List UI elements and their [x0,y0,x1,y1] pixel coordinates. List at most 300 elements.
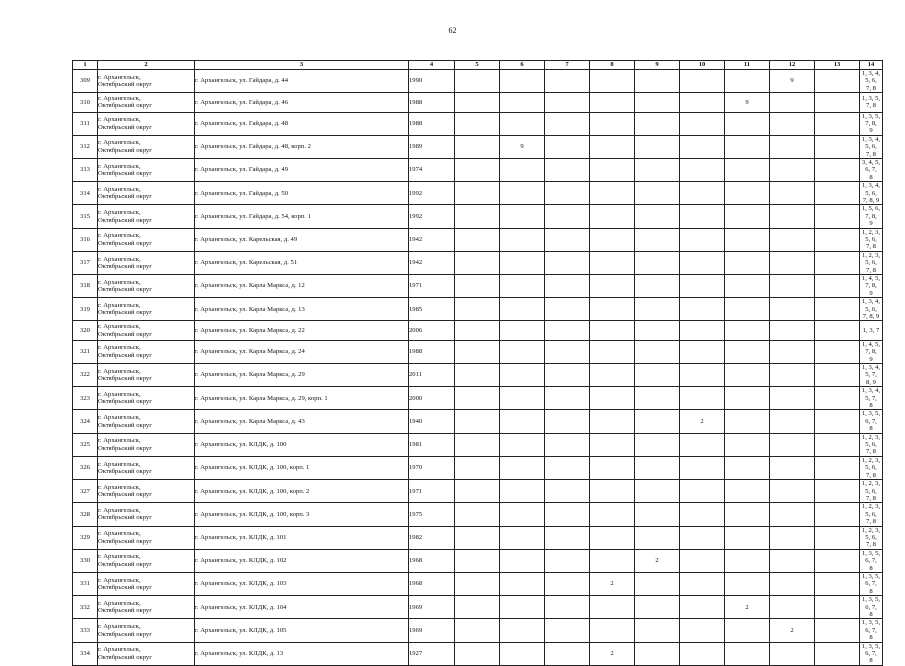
year-cell: 1992 [409,182,455,205]
value-cell-10 [680,70,725,93]
value-cell-5 [455,572,500,595]
value-cell-8 [590,526,635,549]
table-row [73,135,883,158]
district-cell-line: г. Архангельск, [98,390,141,398]
codes-cell [860,480,883,503]
table-row [73,526,883,549]
district-cell-line: Октябрьский округ [98,102,152,110]
district-cell-line: г. Архангельск, [98,323,141,331]
value-cell-8 [590,93,635,112]
row-number: 332 [73,596,98,619]
table-row [73,410,883,433]
value-cell-11 [725,182,770,205]
district-cell [98,503,195,526]
value-cell-13 [815,158,860,181]
value-cell-7 [545,572,590,595]
codes-cell [860,596,883,619]
address-cell: г. Архангельск, ул. КЛДК, д. 101 [195,526,409,549]
codes-cell-line: 8 [869,402,873,410]
column-header-8: 8 [590,61,635,70]
address-cell: г. Архангельск, ул. КЛДК, д. 100, корп. 1 [195,456,409,479]
district-cell-line: г. Архангельск, [98,646,141,654]
value-cell-8: 2 [590,642,635,665]
district-cell-line: Октябрьский округ [98,491,152,499]
district-cell [98,572,195,595]
district-cell-line: Октябрьский округ [98,309,152,317]
district-cell-line: г. Архангельск, [98,301,141,309]
codes-cell-line: 1, 3, 4, 5, 6, [861,70,881,85]
row-number: 310 [73,93,98,112]
value-cell-6 [500,228,545,251]
codes-cell-line: 8 [869,611,873,618]
value-cell-11 [725,205,770,228]
address-cell: г. Архангельск, ул. Карла Маркса, д. 29, корп. 1 [195,387,409,410]
codes-cell [860,112,883,135]
row-number: 327 [73,480,98,503]
column-header-2: 2 [98,61,195,70]
district-cell-line: Октябрьский округ [98,375,152,383]
value-cell-11 [725,158,770,181]
value-cell-5 [455,456,500,479]
value-cell-10 [680,158,725,181]
district-cell-line: г. Архангельск, [98,460,141,468]
district-cell [98,70,195,93]
value-cell-8 [590,387,635,410]
row-number: 314 [73,182,98,205]
value-cell-11 [725,572,770,595]
table-row [73,112,883,135]
district-cell-line: г. Архангельск, [98,116,141,124]
codes-cell [860,503,883,526]
address-cell: г. Архангельск, ул. Гайдара, д. 54, корп. 1 [195,205,409,228]
value-cell-12 [770,321,815,340]
value-cell-11 [725,526,770,549]
value-cell-5 [455,251,500,274]
value-cell-11 [725,340,770,363]
value-cell-13 [815,387,860,410]
value-cell-7 [545,70,590,93]
value-cell-7 [545,135,590,158]
value-cell-9 [635,387,680,410]
table-row [73,158,883,181]
column-header-11: 11 [725,61,770,70]
value-cell-8: 2 [590,572,635,595]
value-cell-9 [635,275,680,298]
year-cell: 1988 [409,112,455,135]
codes-cell-line: 1, 2, 3, 5, 6, [861,251,881,267]
value-cell-12 [770,433,815,456]
codes-cell-line: 7, 8 [866,243,876,251]
district-cell-line: Октябрьский округ [98,123,152,131]
value-cell-9 [635,619,680,642]
value-cell-12 [770,205,815,228]
value-cell-13 [815,619,860,642]
value-cell-9 [635,93,680,112]
address-cell: г. Архангельск, ул. Карла Маркса, д. 22 [195,321,409,340]
district-cell-line: г. Архангельск, [98,344,141,352]
row-number: 323 [73,387,98,410]
codes-cell [860,642,883,665]
value-cell-10 [680,182,725,205]
codes-cell [860,364,883,387]
codes-cell-line: 1, 3, 5, 6, 7, [861,619,881,634]
address-cell: г. Архангельск, ул. КЛДК, д. 104 [195,596,409,619]
codes-cell-line: 3, 4, 5, 6, 7, [861,158,881,174]
value-cell-8 [590,135,635,158]
value-cell-5 [455,205,500,228]
year-cell: 1942 [409,228,455,251]
year-cell: 1988 [409,340,455,363]
value-cell-7 [545,410,590,433]
address-cell: г. Архангельск, ул. Гайдара, д. 48, корп. 2 [195,135,409,158]
year-cell: 1927 [409,642,455,665]
year-cell: 1940 [409,410,455,433]
column-header-1: 1 [73,61,98,70]
district-cell [98,619,195,642]
value-cell-6 [500,182,545,205]
district-cell-line: г. Архангельск, [98,185,141,193]
value-cell-8 [590,503,635,526]
address-cell: г. Архангельск, ул. КЛДК, д. 105 [195,619,409,642]
codes-cell [860,251,883,274]
value-cell-5 [455,433,500,456]
year-cell: 1989 [409,135,455,158]
codes-cell-line: 7, 8 [866,84,876,92]
codes-cell-line: 8 [869,425,873,433]
value-cell-9 [635,642,680,665]
value-cell-8 [590,158,635,181]
codes-cell-line: 1, 4, 5, 7, 8, [861,275,881,290]
district-cell [98,321,195,340]
district-cell [98,596,195,619]
codes-cell [860,228,883,251]
value-cell-6 [500,275,545,298]
value-cell-8 [590,228,635,251]
column-header-13: 13 [815,61,860,70]
codes-cell-line: 1, 3, 5, 6, 7, [861,549,881,565]
codes-cell-line: 8 [869,634,873,642]
codes-cell-line: 1, 2, 3, 5, 6, [861,503,881,518]
value-cell-5 [455,596,500,619]
row-number: 329 [73,526,98,549]
value-cell-8 [590,619,635,642]
value-cell-5 [455,93,500,112]
value-cell-5 [455,364,500,387]
value-cell-10 [680,112,725,135]
value-cell-12 [770,251,815,274]
value-cell-12 [770,526,815,549]
value-cell-8 [590,205,635,228]
value-cell-7 [545,93,590,112]
district-cell-line: Октябрьский округ [98,444,152,452]
value-cell-9 [635,298,680,321]
value-cell-11: 2 [725,596,770,619]
value-cell-6 [500,340,545,363]
value-cell-13 [815,182,860,205]
codes-cell-line: 7, 8, 9 [862,196,880,204]
value-cell-8 [590,298,635,321]
row-number: 311 [73,112,98,135]
district-cell-line: Октябрьский округ [98,330,152,338]
row-number: 319 [73,298,98,321]
value-cell-12 [770,642,815,665]
codes-cell [860,93,883,112]
district-cell-line: г. Архангельск, [98,414,141,422]
value-cell-12 [770,112,815,135]
row-number: 315 [73,205,98,228]
page-number: 62 [448,26,457,35]
district-cell-line: г. Архангельск, [98,73,141,81]
district-cell-line: Октябрьский округ [98,537,152,545]
value-cell-10 [680,205,725,228]
table-row [73,619,883,642]
value-cell-8 [590,596,635,619]
value-cell-6 [500,549,545,572]
value-cell-5 [455,410,500,433]
value-cell-5 [455,158,500,181]
value-cell-9 [635,503,680,526]
codes-cell-line: 1, 3, 5, 7, 8, [861,112,881,127]
value-cell-11 [725,364,770,387]
value-cell-9 [635,410,680,433]
year-cell: 1982 [409,526,455,549]
codes-cell-line: 1, 3, 5, 6, 7, [861,572,881,588]
codes-cell-line: 7, 8 [866,471,876,479]
value-cell-10: 2 [680,410,725,433]
value-cell-7 [545,619,590,642]
value-cell-11 [725,387,770,410]
value-cell-9 [635,135,680,158]
value-cell-11 [725,503,770,526]
value-cell-7 [545,228,590,251]
year-cell: 1985 [409,298,455,321]
district-cell-line: Октябрьский округ [98,560,152,568]
district-cell [98,228,195,251]
value-cell-11 [725,480,770,503]
value-cell-5 [455,70,500,93]
table-row [73,596,883,619]
value-cell-13 [815,112,860,135]
row-number: 312 [73,135,98,158]
district-cell-line: Октябрьский округ [98,398,152,406]
district-cell [98,480,195,503]
value-cell-11 [725,321,770,340]
value-cell-9 [635,182,680,205]
value-cell-13 [815,549,860,572]
codes-cell-line: 1, 5, 6, 7, 8, [861,205,881,220]
value-cell-6 [500,93,545,112]
value-cell-9 [635,228,680,251]
value-cell-13 [815,251,860,274]
value-cell-6 [500,251,545,274]
value-cell-11 [725,275,770,298]
codes-cell-line: 1, 3, 5, 6, 7, [861,596,881,611]
table-row [73,93,883,112]
codes-cell-line: 1, 3, 4, 5, 6, [861,135,881,151]
value-cell-13 [815,70,860,93]
district-cell-line: Октябрьский округ [98,467,152,475]
address-cell: г. Архангельск, ул. Карла Маркса, д. 13 [195,298,409,321]
codes-cell-line: 7, 8 [866,494,876,502]
value-cell-8 [590,364,635,387]
row-number: 317 [73,251,98,274]
district-cell [98,182,195,205]
value-cell-5 [455,228,500,251]
table-row [73,387,883,410]
codes-cell-line: 1, 3, 4, 5, 7, [861,364,881,379]
year-cell: 1981 [409,433,455,456]
value-cell-5 [455,619,500,642]
value-cell-12 [770,340,815,363]
value-cell-12 [770,549,815,572]
value-cell-6: 9 [500,135,545,158]
value-cell-5 [455,182,500,205]
district-cell [98,387,195,410]
column-header-12: 12 [770,61,815,70]
table-row [73,251,883,274]
codes-cell-line: 1, 4, 5, 7, 8, [861,340,881,356]
value-cell-8 [590,70,635,93]
value-cell-12 [770,158,815,181]
year-cell: 1992 [409,205,455,228]
value-cell-7 [545,387,590,410]
year-cell: 1942 [409,251,455,274]
year-cell: 1968 [409,572,455,595]
table-row [73,298,883,321]
value-cell-13 [815,228,860,251]
codes-cell [860,456,883,479]
row-number: 322 [73,364,98,387]
district-cell-line: г. Архангельск, [98,483,141,491]
district-cell-line: Октябрьский округ [98,630,152,638]
row-number: 324 [73,410,98,433]
codes-cell [860,526,883,549]
row-number: 320 [73,321,98,340]
district-cell-line: г. Архангельск, [98,599,141,607]
district-cell-line: Октябрьский округ [98,216,152,224]
value-cell-6 [500,526,545,549]
year-cell: 1990 [409,70,455,93]
codes-cell-line: 8 [869,657,873,665]
district-cell [98,112,195,135]
address-cell: г. Архангельск, ул. Гайдара, д. 44 [195,70,409,93]
row-number: 318 [73,275,98,298]
value-cell-7 [545,205,590,228]
value-cell-10 [680,596,725,619]
value-cell-9 [635,205,680,228]
value-cell-8 [590,112,635,135]
district-cell [98,298,195,321]
row-number: 309 [73,70,98,93]
codes-cell-line: 1, 2, 3, 5, 6, [861,526,881,541]
column-header-3: 3 [195,61,409,70]
value-cell-6 [500,410,545,433]
address-cell: г. Архангельск, ул. Гайдара, д. 50 [195,182,409,205]
value-cell-6 [500,642,545,665]
year-cell: 1969 [409,596,455,619]
codes-cell-line: 8 [869,564,873,572]
value-cell-7 [545,112,590,135]
address-cell: г. Архангельск, ул. КЛДК, д. 102 [195,549,409,572]
value-cell-7 [545,642,590,665]
district-cell-line: Октябрьский округ [98,584,152,592]
row-number: 313 [73,158,98,181]
codes-cell-line: 9 [869,289,873,297]
district-cell-line: Октябрьский округ [98,239,152,247]
table-row [73,549,883,572]
district-cell [98,275,195,298]
value-cell-10 [680,387,725,410]
value-cell-5 [455,112,500,135]
codes-cell [860,158,883,181]
value-cell-13 [815,642,860,665]
table-row [73,321,883,340]
value-cell-7 [545,433,590,456]
district-cell [98,93,195,112]
value-cell-11 [725,549,770,572]
column-header-10: 10 [680,61,725,70]
codes-cell-line: 1, 2, 3, 5, 6, [861,228,881,244]
address-cell: г. Архангельск, ул. Гайдара, д. 49 [195,158,409,181]
column-header-14: 14 [860,61,883,70]
value-cell-8 [590,321,635,340]
value-cell-6 [500,364,545,387]
value-cell-6 [500,480,545,503]
address-cell: г. Архангельск, ул. КЛДК, д. 100, корп. 2 [195,480,409,503]
value-cell-8 [590,410,635,433]
value-cell-9 [635,364,680,387]
row-number: 328 [73,503,98,526]
value-cell-13 [815,275,860,298]
value-cell-5 [455,387,500,410]
codes-cell-line: 8 [869,173,873,181]
value-cell-10 [680,93,725,112]
district-cell-line: г. Архангельск, [98,162,141,170]
value-cell-7 [545,596,590,619]
value-cell-11: 9 [725,93,770,112]
value-cell-12 [770,93,815,112]
codes-cell-line: 1, 3, 4, 5, 6, [861,298,881,313]
table-row [73,433,883,456]
codes-cell-line: 7, 8, 9 [862,313,880,321]
value-cell-8 [590,251,635,274]
value-cell-7 [545,526,590,549]
value-cell-6 [500,158,545,181]
district-cell [98,549,195,572]
district-cell [98,251,195,274]
district-cell-line: г. Архангельск, [98,209,141,217]
value-cell-5 [455,275,500,298]
codes-cell-line: 9 [869,355,873,363]
value-cell-12: 9 [770,70,815,93]
value-cell-6 [500,456,545,479]
row-number: 334 [73,642,98,665]
value-cell-7 [545,251,590,274]
column-header-9: 9 [635,61,680,70]
district-cell-line: Октябрьский округ [98,351,152,359]
codes-cell-line: 9 [869,127,873,135]
value-cell-5 [455,298,500,321]
table-body [73,70,883,666]
address-cell: г. Архангельск, ул. КЛДК, д. 103 [195,572,409,595]
district-cell-line: Октябрьский округ [98,514,152,522]
value-cell-8 [590,456,635,479]
value-cell-6 [500,298,545,321]
district-cell [98,642,195,665]
column-header-4: 4 [409,61,455,70]
row-number: 316 [73,228,98,251]
value-cell-6 [500,70,545,93]
